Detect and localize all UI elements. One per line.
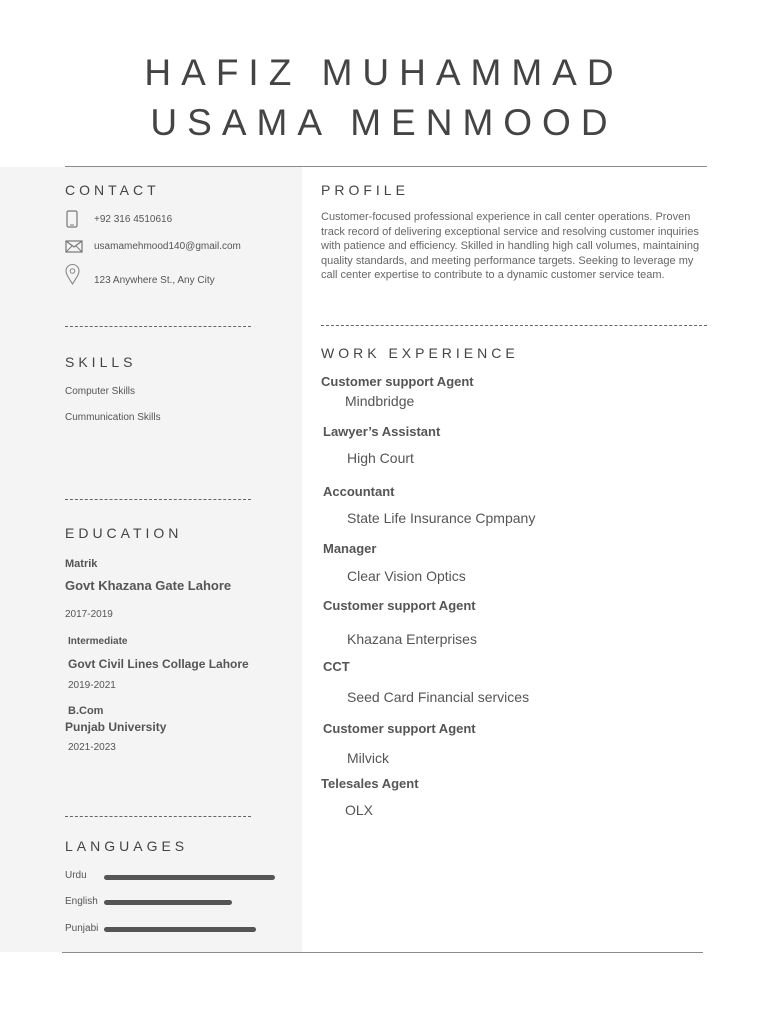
- main-divider: [321, 325, 707, 326]
- job-organization: High Court: [347, 450, 414, 466]
- profile-summary: Customer-focused professional experience in call center operations. Proven track record of delivering exceptional service and resolving customer inquiries with patience and efficiency. Skilled in handling high call volumes, maintaining quality standards, and meeting performance targets. Seeking to leverage my call center expertise to contribute to a dynamic customer service team.: [321, 211, 700, 282]
- language-level-bar: [104, 875, 275, 880]
- languages-heading: LANGUAGES: [65, 838, 189, 854]
- job-organization: Clear Vision Optics: [347, 568, 466, 584]
- job-organization: Milvick: [347, 750, 389, 766]
- top-divider: [65, 166, 707, 167]
- bottom-divider: [62, 952, 703, 953]
- skill-item: Computer Skills: [65, 386, 136, 397]
- sidebar-divider: [65, 326, 251, 327]
- language-name: Punjabi: [65, 923, 99, 934]
- job-title: Manager: [323, 541, 377, 556]
- edu-school: Govt Civil Lines Collage Lahore: [68, 657, 249, 671]
- name-line-2: USAMA MENMOOD: [150, 102, 618, 143]
- edu-degree: B.Com: [68, 705, 104, 717]
- edu-degree: Matrik: [65, 558, 98, 570]
- mail-icon: [65, 240, 83, 258]
- contact-phone: +92 316 4510616: [94, 214, 173, 225]
- language-name: Urdu: [65, 870, 87, 881]
- edu-school: Punjab University: [65, 720, 167, 734]
- job-title: Accountant: [323, 484, 395, 499]
- contact-heading: CONTACT: [65, 182, 160, 198]
- job-organization: State Life Insurance Cpmpany: [347, 510, 536, 526]
- job-title: Customer support Agent: [323, 598, 476, 613]
- sidebar-divider: [65, 816, 251, 817]
- contact-email: usamamehmood140@gmail.com: [94, 241, 241, 252]
- experience-heading: WORK EXPERIENCE: [321, 345, 519, 361]
- job-title: Customer support Agent: [323, 721, 476, 736]
- sidebar-divider: [65, 499, 251, 500]
- education-heading: EDUCATION: [65, 525, 183, 541]
- phone-icon: [66, 210, 78, 233]
- job-organization: Seed Card Financial services: [347, 689, 530, 705]
- job-title: Customer support Agent: [321, 374, 474, 389]
- language-level-bar: [104, 927, 256, 932]
- edu-years: 2019-2021: [68, 680, 116, 691]
- job-title: Lawyer’s Assistant: [323, 424, 441, 439]
- profile-heading: PROFILE: [321, 182, 409, 198]
- skills-heading: SKILLS: [65, 354, 137, 370]
- language-name: English: [65, 896, 98, 907]
- edu-degree: Intermediate: [68, 636, 128, 647]
- job-organization: OLX: [345, 802, 374, 818]
- job-organization: Mindbridge: [345, 393, 415, 409]
- edu-school: Govt Khazana Gate Lahore: [65, 578, 232, 593]
- name-line-1: HAFIZ MUHAMMAD: [144, 52, 624, 93]
- job-organization: Khazana Enterprises: [347, 631, 477, 647]
- edu-years: 2021-2023: [68, 742, 116, 753]
- contact-address: 123 Anywhere St., Any City: [94, 275, 215, 286]
- job-title: CCT: [323, 659, 350, 674]
- skill-item: Cummunication Skills: [65, 412, 161, 423]
- location-pin-icon: [65, 264, 80, 290]
- job-title: Telesales Agent: [321, 776, 419, 791]
- edu-years: 2017-2019: [65, 609, 113, 620]
- language-level-bar: [104, 900, 232, 905]
